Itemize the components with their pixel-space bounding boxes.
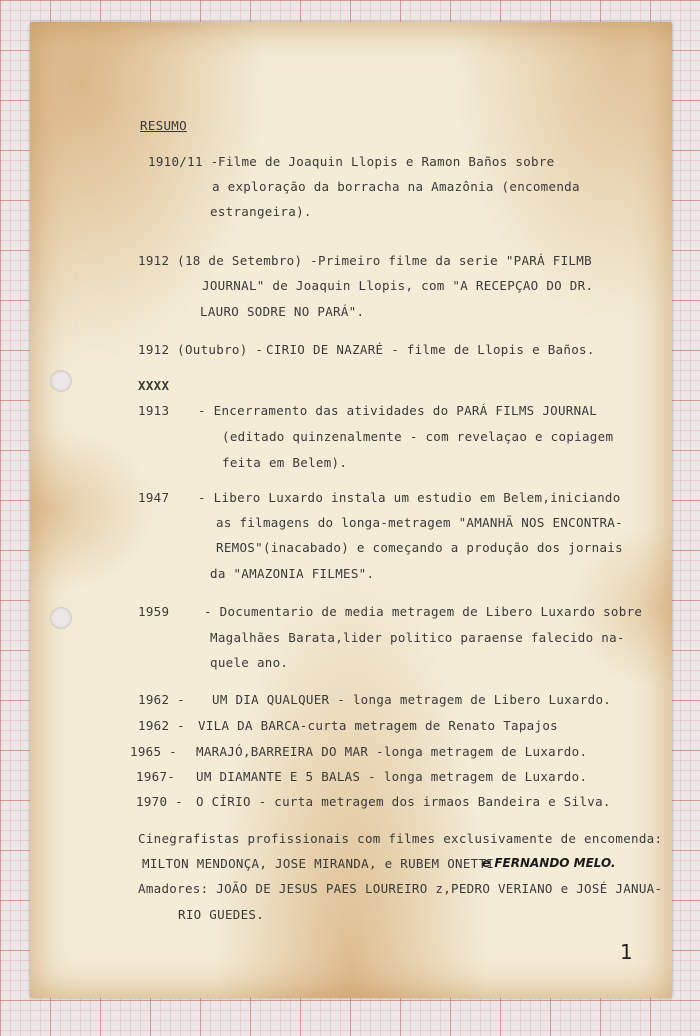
entry-line: MARAJÓ,BARREIRA DO MAR -longa metragem de Luxardo. [196, 744, 588, 759]
entry-year: 1913 [138, 403, 170, 418]
entry-line: feita em Belem). [222, 455, 348, 470]
entry-line: (editado quinzenalmente - com revelaçao e copiagem [222, 429, 614, 444]
entry-line: Filme de Joaquin Llopis e Ramon Baños sobre [218, 154, 555, 169]
footer-line: Amadores: JOÃO DE JESUS PAES LOUREIRO z,PEDRO VERIANO e JOSÉ JANUA- [138, 881, 663, 896]
entry-year: 1910/11 - [148, 154, 219, 169]
entry-line: CIRIO DE NAZARÉ - filme de Llopis e Baños. [266, 342, 595, 357]
page-number: 1 [620, 940, 633, 964]
entry-year: 1912 (Outubro) - [138, 342, 264, 357]
entry-year: 1965 - [130, 744, 177, 759]
document-heading: RESUMO [140, 118, 187, 133]
entry-line: Magalhães Barata,lider politico paraense falecido na- [210, 630, 625, 645]
entry-line: quele ano. [210, 655, 289, 670]
entry-line: as filmagens do longa-metragem "AMANHÃ NOS ENCONTRA- [216, 515, 623, 530]
entry-line: LAURO SODRE NO PARÁ". [200, 304, 365, 319]
entry-line: O CÍRIO - curta metragem dos irmaos Bandeira e Silva. [196, 794, 611, 809]
typed-sheet [30, 22, 672, 998]
entry-line: - Documentario de media metragem de Libero Luxardo sobre [204, 604, 643, 619]
entry-line: REMOS"(inacabado) e começando a produção dos jornais [216, 540, 623, 555]
entry-line: da "AMAZONIA FILMES". [210, 566, 375, 581]
entry-year: 1962 - [138, 692, 185, 707]
entry-line: - Libero Luxardo instala um estudio em Belem,iniciando [198, 490, 621, 505]
entry-line: VILA DA BARCA-curta metragem de Renato Tapajos [198, 718, 558, 733]
footer-line: RIO GUEDES. [178, 907, 265, 922]
entry-year: 1970 - [136, 794, 183, 809]
entry-line: estrangeira). [210, 204, 312, 219]
footer-line: MILTON MENDONÇA, JOSE MIRANDA, e RUBEM ONETTI [142, 856, 495, 871]
punch-hole [50, 370, 72, 392]
entry-line: UM DIAMANTE E 5 BALAS - longa metragem de Luxardo. [196, 769, 588, 784]
entry-line: - Encerramento das atividades do PARÁ FILMS JOURNAL [198, 403, 598, 418]
entry-line: Primeiro filme da serie "PARÁ FILMB [318, 253, 592, 268]
entry-year: 1912 (18 de Setembro) - [138, 253, 318, 268]
handwritten-addition: e FERNANDO MELO. [482, 856, 616, 870]
entry-year: 1959 [138, 604, 170, 619]
entry-line: JOURNAL" de Joaquin Llopis, com "A RECEPÇAO DO DR. [202, 278, 594, 293]
entry-year: 1947 [138, 490, 170, 505]
footer-line: Cinegrafistas profissionais com filmes exclusivamente de encomenda: [138, 831, 663, 846]
punch-hole [50, 607, 72, 629]
entry-year: 1962 - [138, 718, 185, 733]
struck-mark: XXXX [138, 378, 170, 393]
entry-line: a exploração da borracha na Amazônia (encomenda [212, 179, 580, 194]
entry-year: 1967- [136, 769, 176, 784]
entry-line: UM DIA QUALQUER - longa metragem de Libero Luxardo. [212, 692, 612, 707]
